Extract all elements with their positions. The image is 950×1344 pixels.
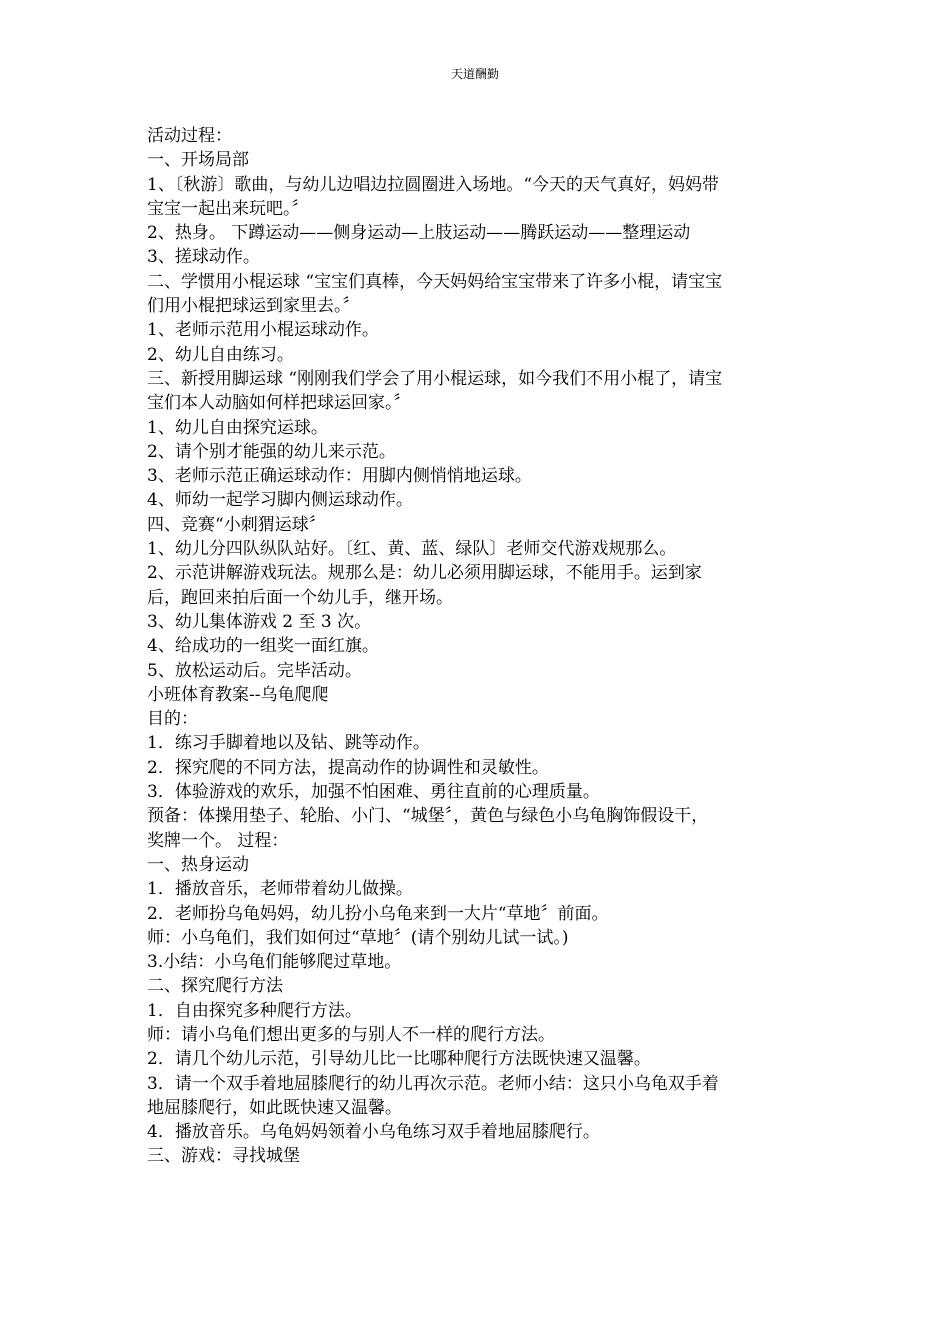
section-heading: 三、游戏：寻找城堡 [147,1146,300,1167]
text-line: 师：请小乌龟们想出更多的与别人不一样的爬行方法。 [147,1024,555,1045]
text-line: 2、幼儿自由练习。 [147,344,294,365]
section-heading: 二、学惯用小棍运球 “宝宝们真棒，今天妈妈给宝宝带来了许多小棍，请宝宝 [147,271,723,292]
text-line: 宝宝一起出来玩吧。〞 [147,198,309,219]
text-line: 2．探究爬的不同方法，提高动作的协调性和灵敏性。 [147,757,549,778]
text-line: 2、热身。 下蹲运动——侧身运动—上肢运动——腾跃运动——整理运动 [147,223,691,244]
text-line: 3．体验游戏的欢乐，加强不怕困难、勇往直前的心理质量。 [147,782,600,803]
section-heading: 一、开场局部 [147,150,249,171]
text-line: 1．练习手脚着地以及钻、跳等动作。 [147,733,430,754]
text-line: 2、请个别才能强的幼儿来示范。 [147,441,396,462]
text-line: 预备：体操用垫子、轮胎、小门、“城堡〞，黄色与绿色小乌龟胸饰假设干， [147,806,709,827]
text-line: 2、示范讲解游戏玩法。规那么是：幼儿必须用脚运球，不能用手。运到家 [147,563,702,584]
text-line: 们用小棍把球运到家里去。〞 [147,296,360,317]
text-line: 3．请一个双手着地屈膝爬行的幼儿再次示范。老师小结：这只小乌龟双手着 [147,1073,719,1094]
section-heading: 目的： [147,709,198,730]
text-line: 师：小乌龟们，我们如何过“草地〞(请个别幼儿试一试。) [147,927,569,948]
text-line: 3、搓球动作。 [147,247,260,268]
section-heading: 一、热身运动 [147,854,249,875]
text-line: 1、幼儿分四队纵队站好。〔红、黄、蓝、绿队〕老师交代游戏规那么。 [147,539,677,560]
text-line: 4．播放音乐。乌龟妈妈领着小乌龟练习双手着地屈膝爬行。 [147,1122,600,1143]
text-line: 1、老师示范用小棍运球动作。 [147,320,379,341]
text-line: 活动过程： [147,126,232,146]
text-line: 宝们本人动脑如何样把球运回家。〞 [147,393,411,414]
text-line: 4、师幼一起学习脚内侧运球动作。 [147,490,413,511]
text-line: 1．自由探究多种爬行方法。 [147,1000,362,1021]
text-line: 2．老师扮乌龟妈妈，幼儿扮小乌龟来到一大片“草地〞前面。 [147,903,609,924]
text-line: 奖牌一个。 过程： [147,830,289,851]
text-line: 5、放松运动后。完毕活动。 [147,660,362,681]
text-line: 后，跑回来拍后面一个幼儿手，继开场。 [147,587,453,608]
text-line: 3.小结：小乌龟们能够爬过草地。 [147,952,402,973]
section-heading: 二、探究爬行方法 [147,976,283,997]
text-line: 1．播放音乐，老师带着幼儿做操。 [147,879,413,900]
document-body [147,124,807,1169]
text-line: 4、给成功的一组奖一面红旗。 [147,636,379,657]
section-heading: 三、新授用脚运球 “刚刚我们学会了用小棍运球，如今我们不用小棍了，请宝 [147,368,723,389]
text-line: 地屈膝爬行，如此既快速又温馨。 [147,1097,402,1118]
page-header: 天道酬勤 [450,67,499,81]
text-line: 3、幼儿集体游戏 2 至 3 次。 [147,611,372,632]
section-heading: 四、竞赛“小刺猬运球〞 [147,514,326,535]
text-line: 1、〔秋游〕歌曲，与幼儿边唱边拉圆圈进入场地。“今天的天气真好，妈妈带 [147,174,720,195]
text-line: 3、老师示范正确运球动作：用脚内侧悄悄地运球。 [147,466,532,487]
lesson-title: 小班体育教案--乌龟爬爬 [147,684,329,705]
text-line: 2．请几个幼儿示范，引导幼儿比一比哪种爬行方法既快速又温馨。 [147,1049,651,1070]
text-line: 1、幼儿自由探究运球。 [147,417,328,438]
